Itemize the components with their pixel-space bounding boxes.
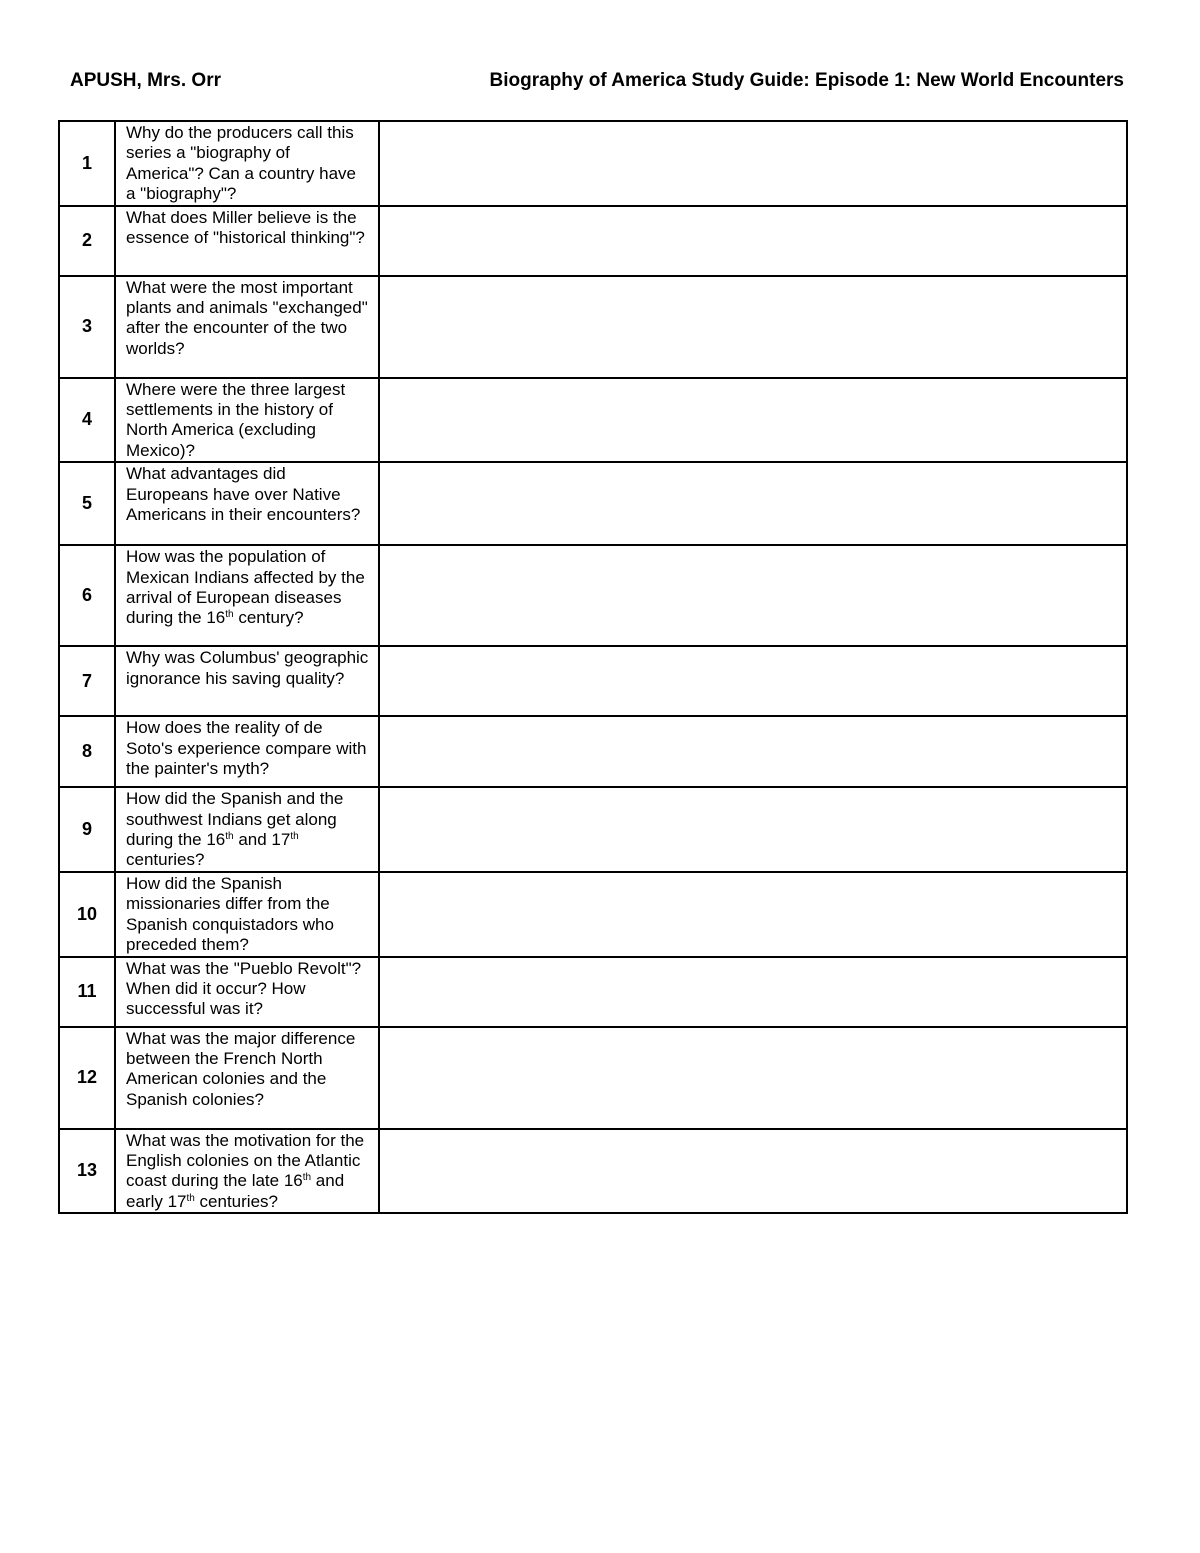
question-text-part: century? [233, 608, 304, 628]
question-text-part: What was the major difference between the French North American colonies and the Spanish colonies? [126, 1028, 356, 1109]
table-row [59, 787, 1127, 872]
question-number: 1 [59, 121, 115, 206]
question-text [115, 646, 379, 716]
ordinal-suffix: th [225, 609, 234, 621]
question-text-part: and 17 [233, 830, 291, 850]
question-number: 8 [59, 716, 115, 787]
ordinal-suffix: th [225, 831, 234, 843]
question-text [115, 206, 379, 276]
answer-cell[interactable] [379, 787, 1127, 872]
answer-cell[interactable] [379, 545, 1127, 646]
question-text-part: How did the Spanish and the southwest Indians get along during the 16 [126, 789, 344, 850]
answer-cell[interactable] [379, 957, 1127, 1027]
answer-cell[interactable] [379, 206, 1127, 276]
ordinal-suffix: th [290, 831, 299, 843]
question-number: 6 [59, 545, 115, 646]
question-text [115, 276, 379, 378]
table-row [59, 1027, 1127, 1129]
answer-cell[interactable] [379, 872, 1127, 957]
question-text-part: and early 17 [126, 1171, 345, 1211]
answer-cell[interactable] [379, 1027, 1127, 1129]
question-number: 5 [59, 462, 115, 545]
answer-cell[interactable] [379, 1129, 1127, 1214]
question-number: 10 [59, 872, 115, 957]
table-row [59, 1129, 1127, 1214]
answer-cell[interactable] [379, 276, 1127, 378]
question-text-part: How does the reality of de Soto's experience compare with the painter's myth? [126, 718, 367, 779]
question-text [115, 787, 379, 872]
question-text-part: What was the motivation for the English colonies on the Atlantic coast during the late 16 [126, 1130, 365, 1191]
question-text [115, 716, 379, 787]
answer-cell[interactable] [379, 462, 1127, 545]
ordinal-suffix: th [302, 1172, 312, 1184]
question-number: 7 [59, 646, 115, 716]
table-row [59, 276, 1127, 378]
question-text-part: What does Miller believe is the essence of "historical thinking"? [126, 207, 365, 248]
question-text-part: centuries? [126, 850, 205, 870]
table-row [59, 462, 1127, 545]
question-text [115, 957, 379, 1027]
answer-cell[interactable] [379, 716, 1127, 787]
question-text-part: Why was Columbus' geographic ignorance his saving quality? [126, 648, 369, 688]
question-text [115, 378, 379, 463]
table-row [59, 206, 1127, 276]
question-number: 3 [59, 276, 115, 378]
question-text [115, 1129, 379, 1214]
question-text [115, 545, 379, 646]
question-number: 9 [59, 787, 115, 872]
course-teacher-label: APUSH, Mrs. Orr [70, 70, 221, 91]
document-title: Biography of America Study Guide: Episode 1: New World Encounters [489, 70, 1124, 91]
table-row [59, 545, 1127, 646]
question-number: 2 [59, 206, 115, 276]
ordinal-suffix: th [186, 1192, 195, 1204]
question-text-part: What advantages did Europeans have over Native Americans in their encounters? [126, 464, 361, 525]
question-text-part: What were the most important plants and animals "exchanged" after the encounter of the two worlds? [126, 277, 368, 358]
question-number: 13 [59, 1129, 115, 1214]
page-header [70, 70, 1124, 96]
question-number: 11 [59, 957, 115, 1027]
question-text-part: How was the population of Mexican Indians affected by the arrival of European diseases during the 16 [126, 547, 365, 628]
table-row [59, 378, 1127, 463]
question-text [115, 121, 379, 206]
table-row [59, 646, 1127, 716]
question-number: 4 [59, 378, 115, 463]
table-row [59, 872, 1127, 957]
table-row [59, 121, 1127, 206]
question-number: 12 [59, 1027, 115, 1129]
table-row [59, 716, 1127, 787]
question-text-part: What was the "Pueblo Revolt"? When did it occur? How successful was it? [126, 958, 362, 1019]
question-text [115, 462, 379, 545]
question-text [115, 872, 379, 957]
answer-cell[interactable] [379, 646, 1127, 716]
question-text-part: How did the Spanish missionaries differ from the Spanish conquistadors who preceded them? [126, 873, 334, 955]
question-text-part: centuries? [194, 1191, 278, 1211]
study-guide-table [58, 120, 1128, 1214]
answer-cell[interactable] [379, 378, 1127, 463]
question-text [115, 1027, 379, 1129]
question-text-part: Why do the producers call this series a "biography of America"? Can a country have a "biography"? [126, 123, 356, 204]
answer-cell[interactable] [379, 121, 1127, 206]
table-row [59, 957, 1127, 1027]
question-text-part: Where were the three largest settlements in the history of North America (excluding Mexico)? [126, 379, 346, 460]
